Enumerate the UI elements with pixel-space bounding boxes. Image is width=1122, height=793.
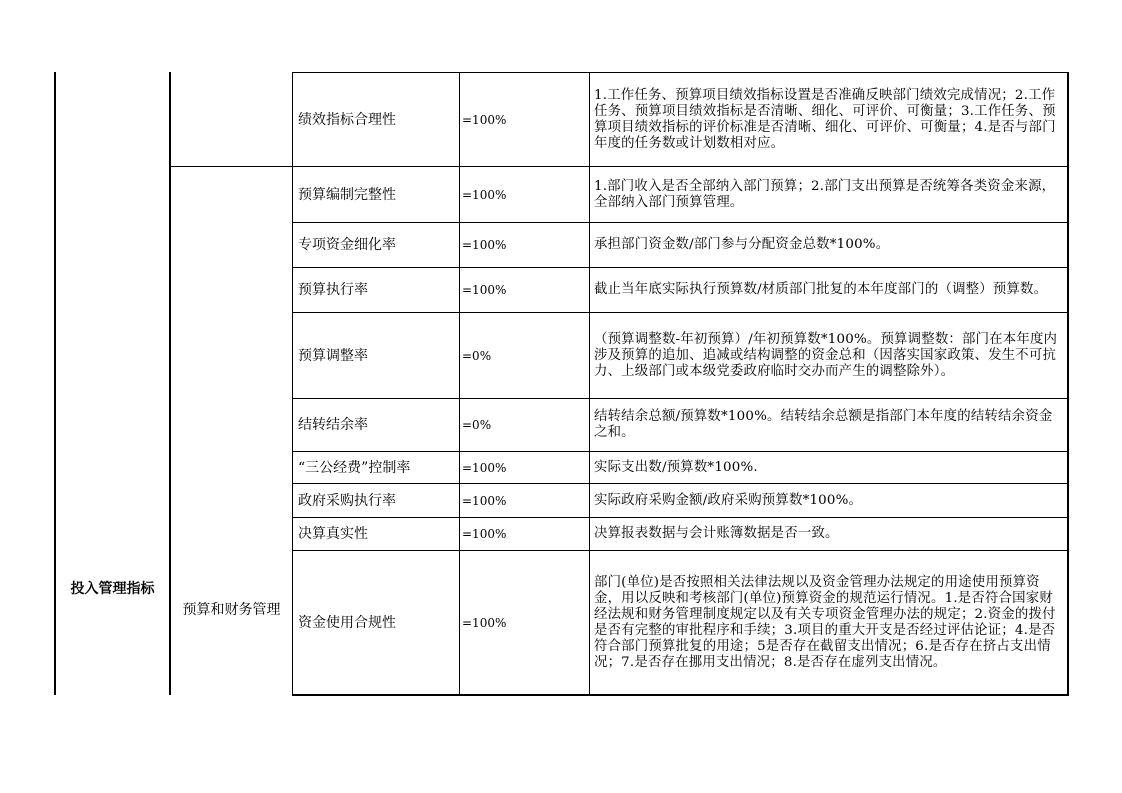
indicator-description-cell: 决算报表数据与会计账簿数据是否一致。 xyxy=(594,526,839,541)
level2-indicator-label: 预算和财务管理 xyxy=(182,602,281,618)
indicator-target-cell: =100% xyxy=(462,283,507,297)
indicator-target-cell: =100% xyxy=(462,460,507,475)
indicator-name-cell: 绩效指标合理性 xyxy=(298,111,396,128)
indicator-target-cell: =100% xyxy=(462,238,507,252)
indicator-target-cell: =100% xyxy=(462,615,507,630)
indicator-description-cell: （预算调整数-年初预算）/年初预算数*100%。预算调整数：部门在本年度内涉及预算的追加、追减或结构调整的资金总和（因落实国家政策、发生不可抗力、上级部门或本级党委政府临时交办而产生的调整除外）。 xyxy=(594,331,1058,379)
indicator-description-cell: 截止当年底实际执行预算数/材质部门批复的本年度部门的（调整）预算数。 xyxy=(594,282,1048,297)
indicator-target-cell: =100% xyxy=(462,112,507,127)
indicator-description-cell: 部门(单位)是否按照相关法律法规以及资金管理办法规定的用途使用预算资金，用以反映和考核部门(单位)预算资金的规范运行情况。1.是否符合国家财经法规和财务管理制度规定以及有关专项资金管理办法的规定；2.资金的拨付是否有完整的审批程序和手续；3.项目的重大开支是否经过评估论证；4.是否符合部门预算批复的用途；5是否存在截留支出情况；6.是否存在挤占支出情况；7.是否存在挪用支出情况；8.是否存在虚列支出情况。 xyxy=(594,574,1056,670)
indicator-description-cell: 结转结余总额/预算数*100%。结转结余总额是指部门本年度的结转结余资金之和。 xyxy=(594,409,1053,440)
indicator-description-cell: 承担部门资金数/部门参与分配资金总数*100%。 xyxy=(594,237,890,252)
indicator-name-cell: “三公经费”控制率 xyxy=(298,459,411,476)
indicator-name-cell: 预算调整率 xyxy=(298,347,368,364)
indicator-name-cell: 预算执行率 xyxy=(298,282,368,298)
indicator-target-cell: =0% xyxy=(462,418,492,432)
indicator-description-cell: 实际支出数/预算数*100%. xyxy=(594,459,758,475)
indicator-name-cell: 专项资金细化率 xyxy=(298,237,396,253)
indicator-target-cell: =0% xyxy=(462,348,492,363)
indicator-name-cell: 政府采购执行率 xyxy=(298,492,396,509)
indicator-name-cell: 决算真实性 xyxy=(298,526,368,542)
indicator-target-cell: =100% xyxy=(462,493,507,508)
indicator-target-cell: =100% xyxy=(462,527,507,541)
row-line xyxy=(292,694,1069,696)
level1-indicator-label: 投入管理指标 xyxy=(70,581,155,597)
indicator-name-cell: 预算编制完整性 xyxy=(298,186,396,203)
indicator-description-cell: 1.部门收入是否全部纳入部门预算；2.部门支出预算是否统筹各类资金来源，全部纳入部门预算管理。 xyxy=(594,178,1056,210)
indicator-target-cell: =100% xyxy=(462,187,507,202)
indicator-name-cell: 资金使用合规性 xyxy=(298,614,396,631)
indicator-name-cell: 结转结余率 xyxy=(298,417,368,433)
indicator-description-cell: 1.工作任务、预算项目绩效指标设置是否准确反映部门绩效完成情况；2.工作任务、预算项目绩效指标是否清晰、细化、可评价、可衡量；3.工作任务、预算项目绩效指标的评价标准是否清晰、细化、可评价、可衡量；4.是否与部门年度的任务数或计划数相对应。 xyxy=(594,87,1056,151)
indicator-description-cell: 实际政府采购金额/政府采购预算数*100%。 xyxy=(594,492,863,508)
